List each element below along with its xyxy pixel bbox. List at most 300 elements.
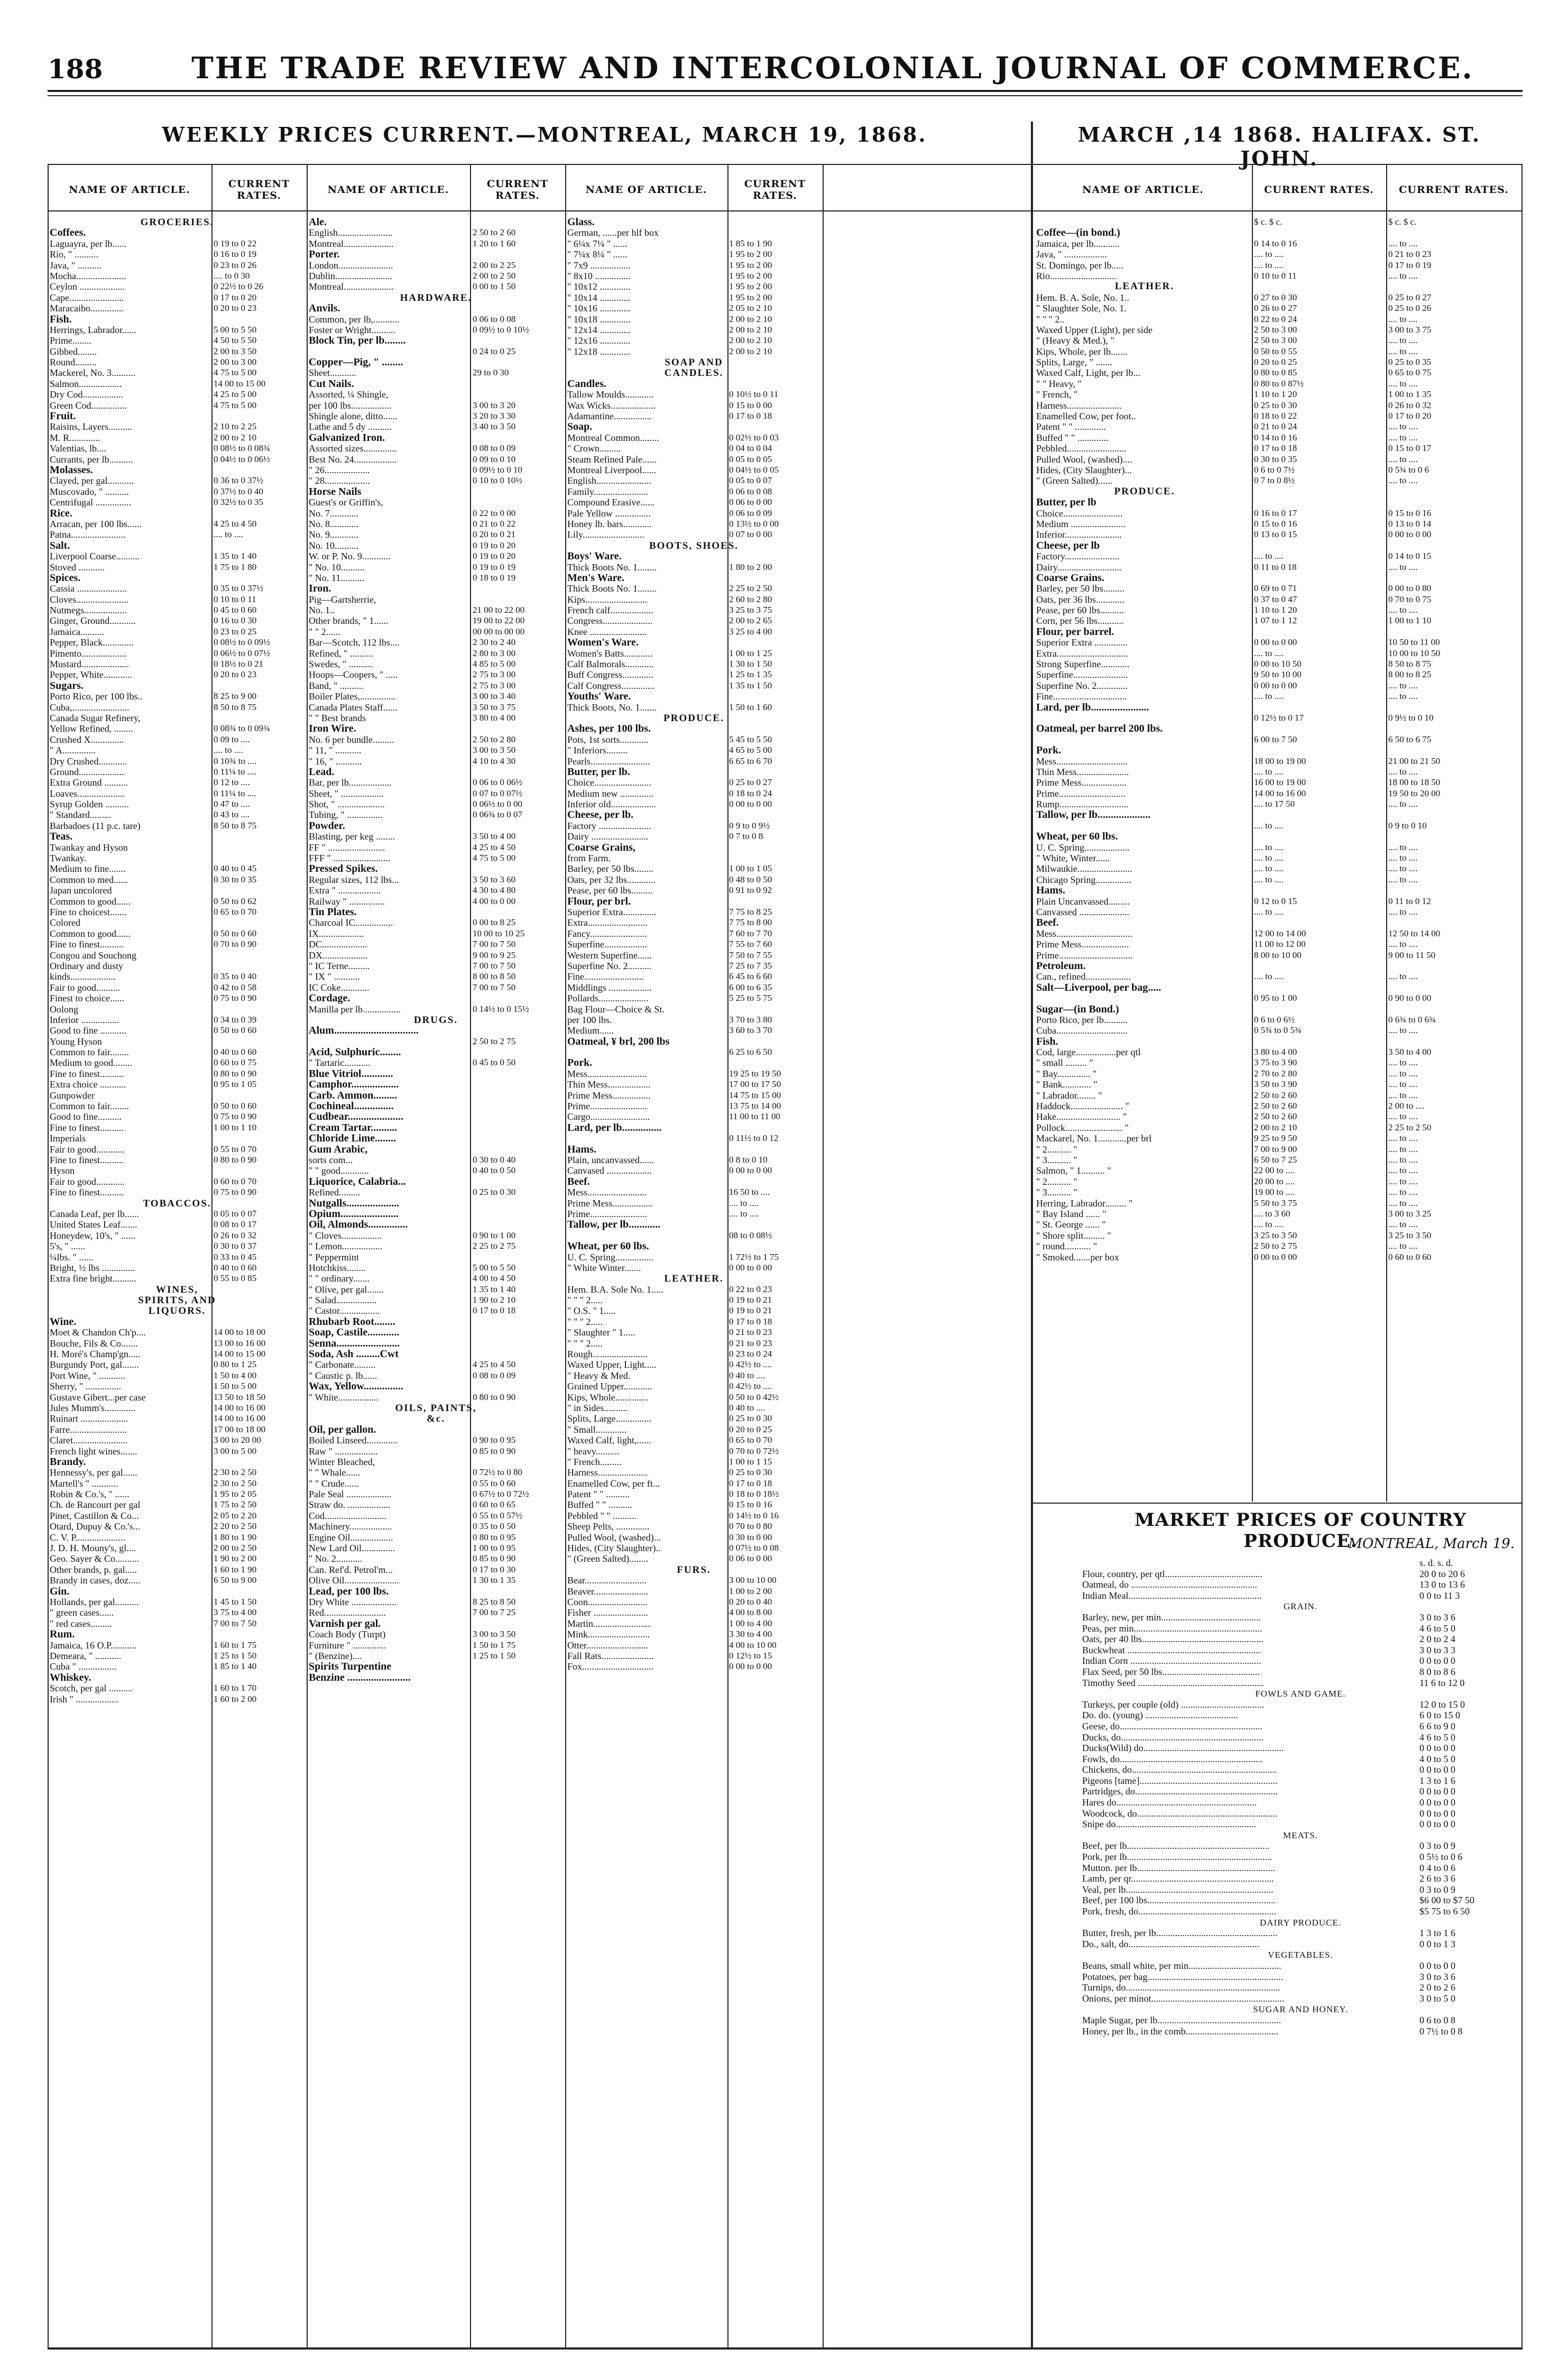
article-name: Youths' Ware. <box>567 691 631 702</box>
current-rate: 2 00 to 3 00 <box>214 357 257 367</box>
price-row <box>49 1392 306 1403</box>
current-rate: 4 25 to 5 00 <box>214 389 257 400</box>
article-name: " (Benzine).... <box>309 1650 362 1661</box>
article-name: Bouche, Fils & Co....... <box>50 1338 138 1349</box>
article-name: per 100 lbs. <box>567 1014 612 1025</box>
article-name: Brandy. <box>50 1456 86 1468</box>
article-name: Coarse Grains. <box>1036 572 1104 584</box>
price-row <box>1035 939 1520 950</box>
section-heading <box>49 217 306 227</box>
article-name: Maracaibo.............. <box>50 303 124 314</box>
current-rate: 0 07 to 0 00 <box>729 529 772 540</box>
article-name: Patna....................... <box>50 529 126 540</box>
current-rate: 1 00 to 4 00 <box>729 1618 772 1628</box>
price-row <box>1035 648 1520 659</box>
current-rate: 0 50 to 0 60 <box>214 1101 257 1111</box>
current-rate: 0 60 to 0 65 <box>473 1499 516 1510</box>
article-name: " Peppermint <box>309 1251 359 1263</box>
market-row <box>1081 1764 1520 1775</box>
current-rate: 0 65 to 0 70 <box>729 1435 772 1445</box>
category-row <box>566 421 822 432</box>
current-rate: 1 95 to 2 00 <box>729 292 772 302</box>
current-rate: 2 30 to 2 50 <box>214 1478 257 1488</box>
current-rate: 0 17 to 0 18 <box>729 1478 772 1488</box>
price-row <box>566 583 822 594</box>
produce-name: Ducks, do............................................................ <box>1082 1731 1263 1743</box>
article-name: " Shore split......... " <box>1036 1230 1111 1241</box>
category-row <box>308 1424 564 1435</box>
article-name: Congress..................... <box>567 615 653 627</box>
st-john-rate: .... to .... <box>1388 799 1418 809</box>
article-name: Montreal..................... <box>309 281 394 292</box>
st-john-rate: .... to .... <box>1388 421 1418 432</box>
halifax-rate: 0 37 to 0 47 <box>1254 594 1297 604</box>
st-john-rate: .... to .... <box>1388 561 1418 572</box>
price-row <box>308 1489 564 1499</box>
current-rate: 0 20 to 0 40 <box>729 1597 772 1607</box>
category-row <box>566 379 822 389</box>
current-rate: 0 06½ to 0 07½ <box>214 648 270 658</box>
article-name: DC................... <box>309 939 367 950</box>
article-name: Young Hyson <box>50 1036 102 1047</box>
price-row <box>49 1532 306 1543</box>
market-divider <box>1032 1503 1523 1504</box>
price-row <box>49 939 306 950</box>
category-row <box>308 1219 564 1230</box>
price-row <box>1035 238 1520 249</box>
current-rate: 0 30 to 0 00 <box>729 1532 772 1542</box>
article-name: Tallow, per lb............ <box>567 1219 661 1230</box>
price-row <box>1035 971 1520 982</box>
article-name: Coffee—(in bond.) <box>1036 227 1120 238</box>
produce-price: 0 6 to 0 8 <box>1419 2014 1456 2025</box>
article-name: " " " 2..... <box>567 1338 603 1349</box>
price-row <box>49 691 306 702</box>
current-rate: 2 00 to 2 50 <box>473 270 516 281</box>
market-row <box>1081 1666 1520 1678</box>
st-john-rate: 8 00 to 8 25 <box>1388 669 1432 680</box>
article-name: Calf Balmorals............ <box>567 659 654 670</box>
section-heading <box>566 713 822 723</box>
price-row <box>308 1651 564 1661</box>
article-name: per 100 lbs................. <box>309 400 392 411</box>
price-row <box>566 1069 822 1079</box>
article-name: English....................... <box>309 227 393 238</box>
article-name: Shingle alone, ditto...... <box>309 411 398 422</box>
price-row <box>308 1263 564 1273</box>
article-name: Extra " .................. <box>309 885 381 896</box>
st-john-rate: 3 00 to 3 25 <box>1388 1208 1432 1219</box>
article-name: " " 2...... <box>309 626 340 637</box>
market-row <box>1081 1884 1520 1895</box>
price-row <box>308 562 564 573</box>
price-row <box>49 562 306 573</box>
produce-name: Mutton. per lb.......................................................... <box>1082 1862 1275 1873</box>
price-row <box>308 314 564 325</box>
current-rate: 0 60 to 0 70 <box>214 1176 257 1186</box>
current-rate: 6 00 to 6 35 <box>729 982 772 992</box>
price-row <box>308 1564 564 1575</box>
article-name: " No. 10.......... <box>309 561 365 573</box>
halifax-rate: 0 80 to 0 87½ <box>1254 378 1304 389</box>
price-row <box>566 465 822 475</box>
article-name: Regular sizes, 112 lbs... <box>309 874 399 885</box>
article-name: Cargo......................... <box>567 1111 650 1122</box>
category-row <box>308 1338 564 1349</box>
article-name: SOAP AND <box>665 357 723 369</box>
produce-price: 0 0 to 0 0 <box>1419 1808 1456 1819</box>
article-name: Otter.......................... <box>567 1639 648 1651</box>
halifax-rate: 2 50 to 3 00 <box>1254 335 1297 346</box>
article-name: Adamantine................ <box>567 411 652 422</box>
st-john-rate: 3 00 to 3 75 <box>1388 324 1432 335</box>
article-name: Molasses. <box>50 464 93 476</box>
price-row <box>566 1413 822 1424</box>
price-row <box>49 669 306 680</box>
current-rate: 0 23 to 0 24 <box>729 1349 772 1359</box>
article-name: Gustave Gibert...per case <box>50 1392 146 1403</box>
current-rate: 0 25 to 0 27 <box>729 777 772 788</box>
article-name: Pork. <box>567 1057 593 1069</box>
price-row <box>49 475 306 486</box>
article-name: Superfine No. 2............. <box>1036 680 1128 691</box>
produce-price: 4 6 to 5 0 <box>1419 1623 1456 1634</box>
halifax-rate: 0 27 to 0 30 <box>1254 292 1297 302</box>
category-row <box>49 1586 306 1597</box>
current-rate: 1 00 to 1 10 <box>214 1122 257 1132</box>
price-row <box>566 907 822 917</box>
price-row <box>1035 615 1520 626</box>
current-rate: 14 00 to 18 00 <box>214 1327 266 1338</box>
article-name: Lead, per 100 lbs. <box>309 1586 389 1597</box>
article-name: Butter, per lb <box>1036 497 1096 508</box>
article-name: Extra choice ........... <box>50 1079 126 1090</box>
current-rate: 0 48 to 0 50 <box>729 874 772 885</box>
current-rate: 0 19 to 0 22 <box>214 238 257 248</box>
price-row <box>49 982 306 993</box>
current-rate: 4 25 to 4 50 <box>214 518 257 529</box>
article-name: Common to good...... <box>50 896 131 907</box>
price-row <box>1035 1144 1520 1155</box>
article-name: Medium to good........ <box>50 1057 132 1069</box>
price-row <box>308 443 564 454</box>
produce-price: 0 0 to 1 3 <box>1419 1938 1456 1949</box>
price-row <box>1035 1187 1520 1198</box>
current-rate: 2 00 to 2 10 <box>729 346 772 356</box>
price-row <box>1035 314 1520 325</box>
price-row <box>1035 659 1520 669</box>
article-name: Boiled Linseed............. <box>309 1435 398 1446</box>
current-rate: 1 30 to 1 50 <box>729 659 772 669</box>
current-rate: 8 50 to 8 75 <box>214 820 257 831</box>
current-rate: 2 00 to 3 50 <box>214 346 257 356</box>
article-name: Pollock........................ " <box>1036 1122 1129 1133</box>
price-row <box>1035 271 1520 281</box>
halifax-rate: 0 14 to 0 16 <box>1254 432 1297 443</box>
price-row <box>566 260 822 271</box>
article-name: Carb. Ammon......... <box>309 1090 398 1101</box>
article-name: Women's Batts............ <box>567 648 653 659</box>
market-row <box>1081 1852 1520 1863</box>
market-row <box>1081 1645 1520 1656</box>
produce-price: 20 0 to 20 6 <box>1419 1568 1465 1579</box>
article-name: Pinet, Castillon & Co... <box>50 1510 139 1521</box>
article-name: Gin. <box>50 1586 70 1597</box>
current-rate: 0 00 to 1 50 <box>473 281 516 292</box>
halifax-rate: 0 18 to 0 22 <box>1254 411 1297 421</box>
market-row <box>1081 1819 1520 1830</box>
price-row <box>566 497 822 508</box>
current-rate: 0 06 to 0 08 <box>729 486 772 496</box>
price-row <box>566 454 822 465</box>
article-name: " French, " <box>1036 389 1078 400</box>
article-name: Robin & Co.'s, " ...... <box>50 1489 130 1500</box>
price-row <box>49 271 306 281</box>
current-rate: 0 42½ to .... <box>729 1381 772 1392</box>
category-row <box>566 1219 822 1230</box>
article-name: Pork. <box>1036 745 1062 756</box>
current-rate: 2 75 to 3 00 <box>473 680 516 690</box>
market-section-heading <box>1081 1601 1520 1612</box>
current-rate: 0 33 to 0 45 <box>214 1251 257 1262</box>
category-row <box>308 1047 564 1057</box>
current-rate: 1 50 to 4 00 <box>214 1370 257 1380</box>
price-row <box>566 1025 822 1036</box>
price-row <box>1035 594 1520 605</box>
price-row <box>49 1025 306 1036</box>
price-row <box>49 1349 306 1359</box>
price-row <box>49 1101 306 1111</box>
article-name: Assorted, ¼ Shingle, <box>309 389 389 400</box>
article-name: Honey lb. bars............ <box>567 518 652 529</box>
article-name: Liquorice, Calabria... <box>309 1176 406 1187</box>
price-row <box>308 1521 564 1532</box>
article-name: Patent " " .......... <box>567 1489 630 1500</box>
current-rate: 2 50 to 2 60 <box>473 227 516 238</box>
price-row <box>1035 950 1520 961</box>
article-name: Porter. <box>309 249 340 260</box>
article-name: Prime........................ <box>567 1101 647 1112</box>
price-row <box>49 961 306 971</box>
article-name: Family....................... <box>567 486 649 497</box>
price-row <box>308 680 564 691</box>
article-name: Prime Mess.................... <box>1036 939 1129 950</box>
halifax-rate: 0 21 to 0 24 <box>1254 421 1297 432</box>
current-rate: 0 08 to 0 09 <box>473 1370 516 1380</box>
current-rate: 1 75 to 2 50 <box>214 1499 257 1510</box>
current-rate: 1 00 to 1 15 <box>729 1456 772 1467</box>
category-row <box>1035 702 1520 713</box>
st-john-rate: 0 25 to 0 35 <box>1388 357 1432 367</box>
article-name: Cod, large.................per qtl <box>1036 1047 1141 1058</box>
article-name: Inferior old................... <box>567 799 656 810</box>
article-name: French calf.................. <box>567 605 653 616</box>
price-row <box>49 1327 306 1338</box>
section-heading <box>308 1015 564 1025</box>
current-rate: 4 75 to 5 00 <box>214 400 257 410</box>
current-rate: 7 50 to 7 55 <box>729 950 772 960</box>
current-rate: 0 95 to 1 05 <box>214 1079 257 1090</box>
produce-price: 0 0 to 11 3 <box>1419 1590 1460 1601</box>
halifax-rate: 0 15 to 0 16 <box>1254 518 1297 529</box>
current-rate: 9 00 to 9 25 <box>473 950 516 960</box>
price-row <box>566 1435 822 1445</box>
price-row <box>308 1057 564 1068</box>
article-name: Coon......................... <box>567 1597 648 1607</box>
price-row <box>566 1198 822 1209</box>
article-name: Corn, per 56 lbs........... <box>1036 615 1124 627</box>
article-name: Twankay. <box>50 853 87 864</box>
price-row <box>308 346 564 357</box>
article-name: " 28................... <box>309 475 370 486</box>
current-rate: 0 09½ to 0 10 <box>473 464 522 475</box>
article-name: Refined, " .......... <box>309 648 374 659</box>
produce-price: 8 0 to 8 6 <box>1419 1666 1456 1677</box>
price-row <box>49 260 306 271</box>
current-rate: 2 05 to 2 10 <box>729 303 772 314</box>
produce-price: 2 6 to 3 6 <box>1419 1873 1456 1884</box>
article-name: Band, " .......... <box>309 680 364 691</box>
st-john-rate: 8 50 to 8 75 <box>1388 659 1432 669</box>
article-name: Choice........................ <box>567 777 651 788</box>
section-heading <box>566 540 822 551</box>
market-row <box>1081 1797 1520 1808</box>
current-rate: 1 72½ to 1 75 <box>729 1251 779 1262</box>
price-row <box>1035 907 1520 917</box>
article-name: Kips, Whole, per lb....... <box>1036 346 1128 357</box>
current-rate: 0 70 to 0 80 <box>729 1521 772 1532</box>
halifax-rate: .... to .... <box>1254 820 1284 831</box>
price-row <box>1035 454 1520 465</box>
article-name: " 3.......... " <box>1036 1154 1077 1165</box>
article-name: Cordage. <box>309 993 351 1004</box>
article-name: Extra.............................. <box>1036 648 1128 659</box>
article-name: No. 6 per bundle......... <box>309 734 394 745</box>
article-name: Beef. <box>567 1176 590 1187</box>
price-row <box>49 1381 306 1392</box>
price-row <box>308 777 564 788</box>
price-row <box>308 637 564 648</box>
article-name: Fruit. <box>50 411 76 422</box>
current-rate: 0 21 to 0 23 <box>729 1338 772 1348</box>
article-name: Cochineal............... <box>309 1101 394 1112</box>
st-john-rate: 6 50 to 6 75 <box>1388 734 1432 744</box>
current-rate: 0 7 to 0 8 <box>729 831 763 842</box>
current-rate: 08 to 0 08½ <box>729 1230 772 1240</box>
price-row <box>308 1457 564 1467</box>
market-section-heading <box>1081 1917 1520 1928</box>
st-john-rate: 3 25 to 3 50 <box>1388 1230 1432 1240</box>
st-john-rate: .... to .... <box>1388 971 1418 982</box>
article-name: " Castor................. <box>309 1305 380 1316</box>
current-rate: 4 00 to 4 50 <box>473 1273 516 1284</box>
current-rate: 3 60 to 3 70 <box>729 1025 772 1036</box>
category-row <box>566 842 822 853</box>
article-name: Waxed Upper, Light..... <box>567 1359 657 1370</box>
article-name: Geo. Sayer & Co.......... <box>50 1553 139 1564</box>
article-name: Waxed Calf, light,...... <box>567 1435 651 1446</box>
article-name: Green Cod............... <box>50 400 127 411</box>
article-name: " (Green Salted)...... <box>1036 475 1113 486</box>
price-row <box>308 389 564 400</box>
price-row <box>566 1209 822 1219</box>
article-name: Prime Mess................... <box>1036 777 1127 788</box>
current-rate: 0 11½ to 0 12 <box>729 1133 779 1144</box>
article-name: Demeara, " ........... <box>50 1650 122 1661</box>
col-header-name: NAME OF ARTICLE. <box>327 184 449 196</box>
st-john-rate: .... to .... <box>1388 454 1418 464</box>
article-name: Glass. <box>567 217 595 228</box>
col-header-name: NAME OF ARTICLE. <box>585 184 707 196</box>
produce-name: Oats, per 40 lbs................................................... <box>1082 1634 1263 1645</box>
price-row <box>1035 1122 1520 1133</box>
price-row <box>49 1651 306 1661</box>
category-row <box>1035 809 1520 820</box>
category-row <box>1035 497 1520 508</box>
price-row <box>49 1090 306 1101</box>
section-divider <box>1031 122 1033 2347</box>
category-row <box>566 637 822 648</box>
article-name: " (Heavy & Med.), " <box>1036 335 1114 346</box>
halifax-rate: .... to .... <box>1254 853 1284 863</box>
current-rate: .... to 0 30 <box>214 270 250 281</box>
halifax-rate: .... to .... <box>1254 249 1284 260</box>
article-name: Pease, per 60 lbs.......... <box>1036 605 1124 616</box>
category-row <box>308 863 564 874</box>
current-rate: 1 60 to 1 90 <box>214 1564 257 1574</box>
article-name: " " Heavy, " <box>1036 378 1082 389</box>
price-row <box>49 357 306 367</box>
current-rate: 0 55 to 0 60 <box>473 1478 516 1488</box>
st-john-rate: 0 15 to 0 17 <box>1388 443 1432 454</box>
article-name: " Caustic p. lb...... <box>309 1370 377 1381</box>
halifax-rate: .... to .... <box>1254 1219 1284 1230</box>
current-rate: 1 35 to 1 50 <box>729 680 772 690</box>
current-rate: 2 30 to 2 50 <box>214 1467 257 1478</box>
article-name: Oolong <box>50 1003 78 1015</box>
price-row <box>566 475 822 486</box>
current-rate: 1 00 to 1 25 <box>729 648 772 658</box>
article-name: Strong Superfine............ <box>1036 659 1130 670</box>
category-row <box>308 1327 564 1338</box>
current-rate: 1 50 to 5 00 <box>214 1381 257 1392</box>
article-name: Fall Rats...................... <box>567 1650 654 1661</box>
price-row <box>566 1553 822 1564</box>
price-row <box>49 809 306 820</box>
masthead <box>48 51 1523 86</box>
st-john-rate: .... to .... <box>1388 1154 1418 1165</box>
price-row <box>566 680 822 691</box>
halifax-rate: 3 75 to 3 90 <box>1254 1057 1297 1068</box>
st-john-rate: 0 00 to 0 80 <box>1388 583 1432 594</box>
current-rate: 0 90 to 0 95 <box>473 1435 516 1445</box>
article-name: Congou and Souchong <box>50 950 136 961</box>
article-name: " Cloves................. <box>309 1230 382 1241</box>
article-name: " 8x10 ............... <box>567 270 631 281</box>
halifax-rate: 11 00 to 12 00 <box>1254 939 1306 950</box>
article-name: Good to fine.......... <box>50 1111 122 1122</box>
produce-price: 0 3 to 0 9 <box>1419 1840 1456 1852</box>
article-name: Rough....................... <box>567 1349 648 1360</box>
price-row <box>566 238 822 249</box>
halifax-rate: 2 70 to 2 80 <box>1254 1068 1297 1079</box>
article-name: Powder. <box>309 820 345 832</box>
st-john-rate: 0 14 to 0 15 <box>1388 551 1432 561</box>
article-name: " French......... <box>567 1456 622 1467</box>
article-name: Inferior........................ <box>1036 529 1122 540</box>
produce-price: 1 3 to 1 6 <box>1419 1775 1456 1786</box>
article-name: U. C. Spring................ <box>567 1251 654 1263</box>
